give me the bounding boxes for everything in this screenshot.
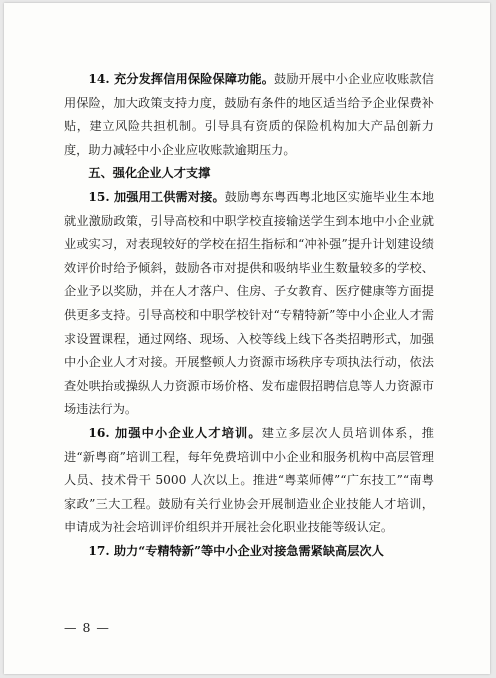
paragraph-17-lead: 17. 助力“专精特新”等中小企业对接急需紧缺高层次人 xyxy=(88,543,384,558)
paragraph-16-lead: 16. 加强中小企业人才培训。 xyxy=(88,425,262,440)
document-body xyxy=(64,68,434,563)
paragraph-16-text: 建立多层次人员培训体系，推进“新粤商”培训工程，每年免费培训中小企业和服务机构中高层管理人员、技术骨干 5000 人次以上。推进“粤菜师傅”“广东技工”“南粤家政”三大工程。鼓励有关行业协会开展制造业企业技能人才培训，申请成为社会培训评价组织并开展社会化职业技能等级认定。 xyxy=(64,425,434,535)
paragraph-14-text: 鼓励开展中小企业应收账款信用保险，加大政策支持力度，鼓励有条件的地区适当给予企业保费补贴，建立风险共担机制。引导具有资质的保险机构加大产品创新力度，助力减轻中小企业应收账款逾期压力。 xyxy=(64,72,434,157)
paragraph-15-text: 鼓励粤东粤西粤北地区实施毕业生本地就业激励政策，引导高校和中职学校直接输送学生到本地中小企业就业或实习，对表现较好的学校在招生指标和“冲补强”提升计划建设绩效评价时给予倾斜，鼓励各市对提供和吸纳毕业生数量较多的学校、企业予以奖励，并在人才落户、住房、子女教育、医疗健康等方面提供更多支持。引导高校和中职学校针对“专精特新”等中小企业人才需求设置课程，通过网络、现场、入校等线上线下各类招聘形式，加强中小企业人才对接。开展整顿人力资源市场秩序专项执法行动，依法查处哄抬或操纵人力资源市场价格、发布虚假招聘信息等人力资源市场违法行为。 xyxy=(64,189,435,417)
paragraph-14 xyxy=(64,68,434,162)
page-number: — 8 — xyxy=(64,620,110,635)
paragraph-17 xyxy=(64,540,434,564)
paragraph-14-lead: 14. 充分发挥信用保险保障功能。 xyxy=(88,72,275,86)
section-heading-talent: 五、强化企业人才支撑 xyxy=(88,166,211,181)
document-page xyxy=(4,3,490,674)
paragraph-16 xyxy=(64,422,434,540)
paragraph-15 xyxy=(64,186,434,422)
paragraph-15-lead: 15. 加强用工供需对接。 xyxy=(88,189,225,204)
